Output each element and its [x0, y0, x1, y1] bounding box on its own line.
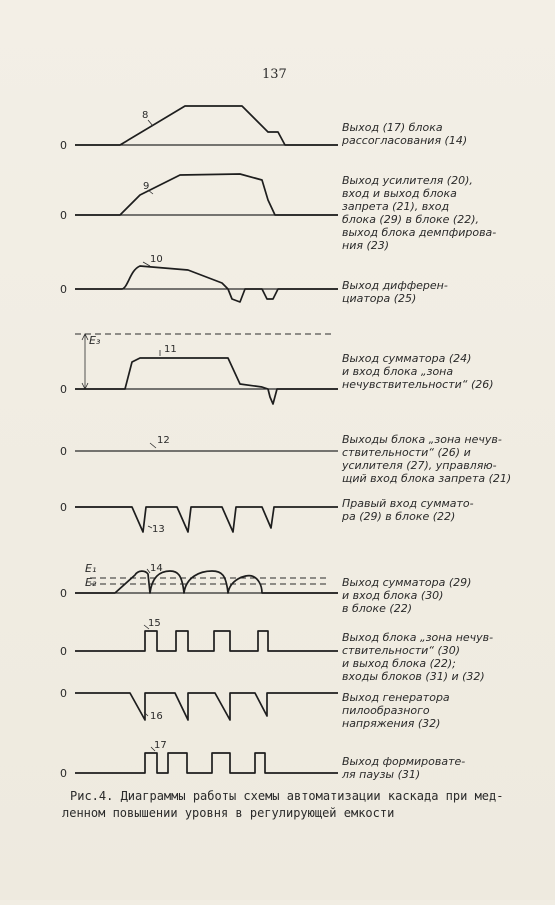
zero-label: 0: [60, 139, 67, 152]
label-line: напряжения (32): [342, 717, 441, 730]
waveform-11: [75, 358, 338, 404]
zero-label: 0: [60, 587, 67, 600]
curve-number: 10: [150, 254, 163, 265]
label-line: и вход блока „зона: [342, 365, 454, 378]
label-line: усилителя (27), управляю-: [342, 459, 497, 472]
label-line: ния (23): [342, 239, 390, 252]
diagram-11: [60, 334, 494, 404]
waveform-15: [75, 631, 338, 651]
curve-number: 14: [150, 563, 163, 574]
label-line: Выход дифферен-: [342, 279, 448, 292]
curve-number: 9: [143, 181, 150, 192]
zero-label: 0: [60, 283, 67, 296]
label-line: в блоке (22): [342, 602, 413, 615]
curve-number: 12: [157, 435, 170, 446]
label-line: нечувствительности“ (26): [342, 378, 494, 391]
waveform-9: [75, 174, 338, 215]
label-line: и вход блока (30): [342, 589, 444, 602]
label-line: Выход сумматора (29): [342, 576, 472, 589]
label-line: циатора (25): [342, 292, 417, 305]
zero-label: 0: [60, 209, 67, 222]
zero-label: 0: [60, 687, 67, 700]
diagram-13: [60, 497, 474, 535]
curve-number: 16: [150, 711, 163, 722]
label-line: ля паузы (31): [342, 768, 421, 781]
figure-caption-line-2: ленном повышении уровня в регулирующей емкости: [62, 806, 395, 820]
zero-label: 0: [60, 501, 67, 514]
label-line: Выход блока „зона нечув-: [342, 631, 494, 644]
curve-number: 15: [148, 618, 161, 629]
label-line: Выход генератора: [342, 691, 450, 704]
label-line: Выход сумматора (24): [342, 352, 472, 365]
curve-number: 11: [164, 344, 177, 355]
leader-line: [148, 120, 153, 126]
diagram-14: [60, 562, 471, 615]
waveform-16: [75, 693, 338, 720]
label-line: Выход формировате-: [342, 755, 466, 768]
waveform-10: [75, 266, 338, 302]
label-line: Правый вход суммато-: [342, 497, 474, 510]
diagram-8: [60, 106, 467, 152]
zero-label: 0: [60, 445, 67, 458]
zero-label: 0: [60, 767, 67, 780]
label-line: ра (29) в блоке (22): [342, 510, 456, 523]
diagram-16: [60, 687, 450, 730]
curve-number: 17: [154, 740, 167, 751]
diagram-17: [60, 740, 465, 781]
page-number: 137: [262, 67, 287, 82]
diagram-12: [60, 433, 511, 485]
label-line: Выходы блока „зона нечув-: [342, 433, 502, 446]
label-line: ствительности“ (30): [342, 644, 461, 657]
waveform-17: [75, 753, 338, 773]
curve-number: 13: [152, 524, 165, 535]
leader-line: [150, 443, 156, 448]
diagram-9: [60, 174, 496, 252]
label-line: щий вход блока запрета (21): [342, 472, 512, 485]
waveform-8: [75, 106, 338, 145]
label-line: входы блоков (31) и (32): [342, 670, 485, 683]
waveform-14: [75, 571, 338, 593]
waveform-13: [75, 507, 338, 532]
label-line: пилообразного: [342, 704, 430, 717]
label-line: Выход (17) блока: [342, 121, 443, 134]
label-line: ствительности“ (26) и: [342, 446, 471, 459]
zero-label: 0: [60, 383, 67, 396]
label-line: и выход блока (22);: [342, 657, 456, 670]
e3-label: E₃: [89, 334, 101, 347]
label-line: запрета (21), вход: [342, 200, 450, 213]
label-line: выход блока демпфирова-: [342, 226, 497, 239]
figure-caption-line-1: Рис.4. Диаграммы работы схемы автоматизации каскада при мед-: [70, 789, 504, 803]
label-line: Выход усилителя (20),: [342, 174, 473, 187]
leader-line: [143, 262, 150, 266]
e2-label: E₂: [85, 576, 97, 589]
curve-number: 8: [142, 110, 149, 121]
label-line: вход и выход блока: [342, 187, 457, 200]
diagram-10: [60, 254, 448, 305]
label-line: блока (29) в блоке (22),: [342, 213, 480, 226]
e1-label: E₁: [85, 562, 97, 575]
diagram-15: [60, 618, 493, 683]
zero-label: 0: [60, 645, 67, 658]
label-line: рассогласования (14): [342, 134, 468, 147]
